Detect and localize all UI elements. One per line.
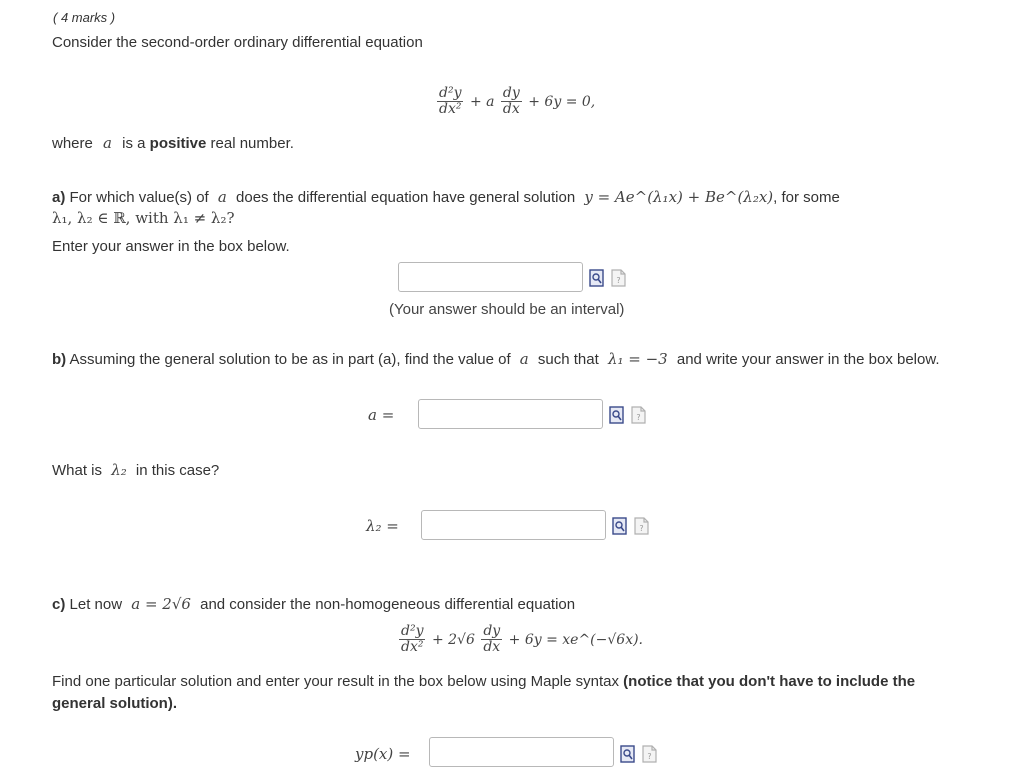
part-a-question: a) For which value(s) of a does the differential equation have general solution y = Ae^(λ₁x) + Be^(λ₂x), for some — [52, 188, 840, 206]
svg-text:?: ? — [647, 752, 652, 761]
a-answer-input[interactable] — [418, 399, 603, 429]
help-icon[interactable] — [634, 517, 649, 535]
main-equation: $\frac{\text{d²y}}{\text{dx²}}$ + a $\frac{dy}{dx}$ + 6y = 0, — [439, 85, 596, 118]
help-icon[interactable] — [611, 269, 626, 287]
help-icon[interactable] — [631, 406, 646, 424]
svg-text:?: ? — [616, 276, 621, 285]
preview-icon[interactable] — [620, 745, 635, 763]
where-line: where a is a positive real number. — [52, 134, 294, 152]
part-a-hint: (Your answer should be an interval) — [389, 301, 625, 318]
svg-text:?: ? — [639, 524, 644, 533]
lambda2-question: What is λ₂ in this case? — [52, 461, 220, 479]
lambda2-label: λ₂ = — [366, 517, 399, 535]
marks-label: ( 4 marks ) — [53, 10, 116, 25]
lambda2-answer-input[interactable] — [421, 510, 606, 540]
yp-label: yp(x) = — [355, 745, 411, 763]
part-a-answer-input[interactable] — [398, 262, 583, 292]
preview-icon[interactable] — [589, 269, 604, 287]
yp-answer-input[interactable] — [429, 737, 614, 767]
part-a-instruction: Enter your answer in the box below. — [52, 238, 290, 255]
help-icon[interactable] — [642, 745, 657, 763]
part-c-instruction: Find one particular solution and enter your result in the box below using Maple syntax (notice that you don't have to include the general solution). — [52, 673, 916, 712]
a-label: a = — [368, 406, 395, 424]
part-b-question: b) Assuming the general solution to be as in part (a), find the value of a such that λ₁ = −3 and write your answer in the box below. — [52, 350, 940, 368]
part-c-question: c) Let now a = 2√6 and consider the non-homogeneous differential equation — [52, 595, 576, 613]
svg-text:?: ? — [636, 413, 641, 422]
part-c-equation: $\frac{\text{d²y}}{\text{dx²}}$ + 2√6 $\frac{dy}{dx}$ + 6y = xe^(−√6x). — [401, 623, 644, 656]
preview-icon[interactable] — [612, 517, 627, 535]
intro-text: Consider the second-order ordinary differential equation — [52, 34, 423, 51]
part-a-condition: λ₁, λ₂ ∈ ℝ, with λ₁ ≠ λ₂? — [52, 209, 235, 227]
preview-icon[interactable] — [609, 406, 624, 424]
